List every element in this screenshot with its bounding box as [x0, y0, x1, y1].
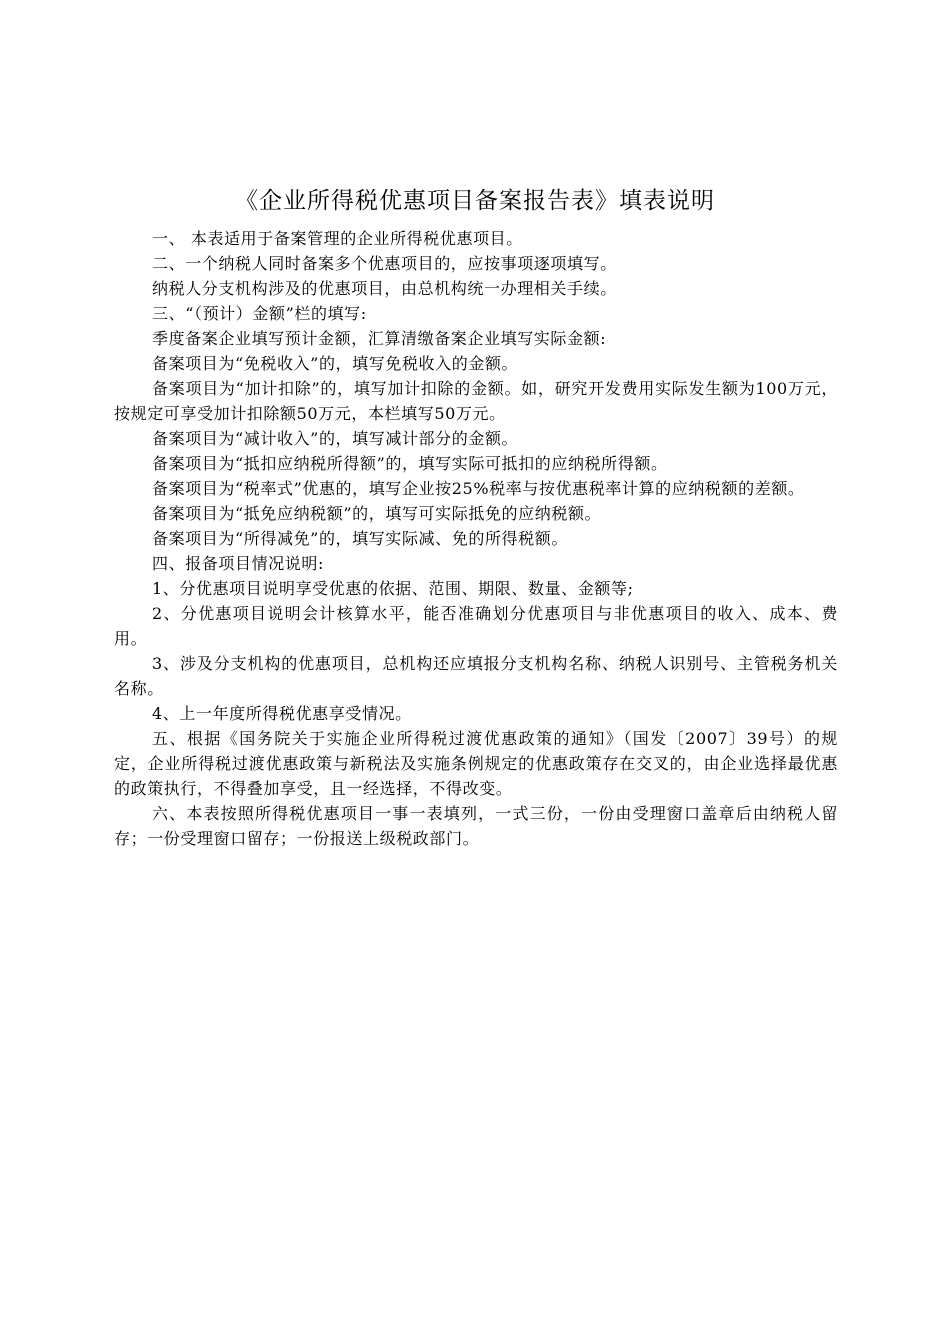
paragraph-18: 五、根据《国务院关于实施企业所得税过渡优惠政策的通知》（国发〔2007〕39号）的规定，企业所得税过渡优惠政策与新税法及实施条例规定的优惠政策存在交叉的，由企业选择最优惠的政策执行，不得叠加享受，且一经选择，不得改变。 [114, 729, 838, 798]
instructions-body [114, 226, 838, 851]
paragraph-1: 一、 本表适用于备案管理的企业所得税优惠项目。 [152, 229, 523, 248]
document-title: 《企业所得税优惠项目备案报告表》填表说明 [235, 188, 715, 214]
paragraph-10: 备案项目为“税率式”优惠的，填写企业按25%税率与按优惠税率计算的应纳税额的差额。 [152, 479, 805, 498]
paragraph-12: 备案项目为“所得减免”的，填写实际减、免的所得税额。 [152, 529, 568, 548]
paragraph-17: 4、上一年度所得税优惠享受情况。 [152, 704, 412, 723]
paragraph-16: 3、涉及分支机构的优惠项目，总机构还应填报分支机构名称、纳税人识别号、主管税务机关名称。 [114, 654, 838, 698]
paragraph-2: 二、一个纳税人同时备案多个优惠项目的，应按事项逐项填写。 [152, 254, 617, 273]
paragraph-4: 三、“（预计）金额”栏的填写: [152, 304, 367, 323]
paragraph-3: 纳税人分支机构涉及的优惠项目，由总机构统一办理相关手续。 [152, 279, 617, 298]
paragraph-15: 2、分优惠项目说明会计核算水平，能否准确划分优惠项目与非优惠项目的收入、成本、费用。 [114, 604, 838, 648]
paragraph-7: 备案项目为“加计扣除”的，填写加计扣除的金额。如，研究开发费用实际发生额为100万元，按规定可享受加计扣除额50万元，本栏填写50万元。 [114, 379, 838, 423]
paragraph-6: 备案项目为“免税收入”的，填写免税收入的金额。 [152, 354, 519, 373]
paragraph-19: 六、本表按照所得税优惠项目一事一表填列，一式三份，一份由受理窗口盖章后由纳税人留存；一份受理窗口留存；一份报送上级税政部门。 [114, 804, 838, 848]
paragraph-14: 1、分优惠项目说明享受优惠的依据、范围、期限、数量、金额等; [152, 579, 634, 598]
paragraph-9: 备案项目为“抵扣应纳税所得额”的，填写实际可抵扣的应纳税所得额。 [152, 454, 668, 473]
paragraph-13: 四、报备项目情况说明: [152, 554, 324, 573]
paragraph-8: 备案项目为“减计收入”的，填写减计部分的金额。 [152, 429, 519, 448]
paragraph-5: 季度备案企业填写预计金额，汇算清缴备案企业填写实际金额: [152, 329, 607, 348]
paragraph-11: 备案项目为“抵免应纳税额”的，填写可实际抵免的应纳税额。 [152, 504, 602, 523]
